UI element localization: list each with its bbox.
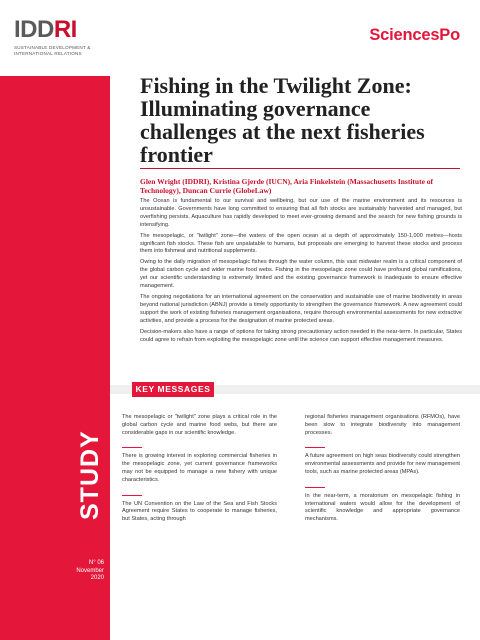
sidebar-red-bar [0, 76, 110, 640]
page-title: Fishing in the Twilight Zone: Illuminating governance challenges at the next fisheries frontier [140, 73, 425, 167]
key-message [305, 447, 460, 476]
issue-month: November [76, 567, 104, 574]
key-message-text: regional fisheries management organisations (RFMOs), have been slow to integrate biodiversity into management processes. [305, 414, 460, 436]
key-message-text: In the near-term, a moratorium on mesopelagic fishing in international waters would allow for the development of scientific knowledge and appropriate governance mechanisms. [305, 492, 460, 523]
key-message-text: There is growing interest in exploring commercial fisheries in the mesopelagic zone, yet current governance frameworks may not be equipped to manage a new fishery with unique characteristics. [122, 453, 277, 483]
message-divider [305, 487, 325, 488]
abstract-paragraph: The mesopelagic, or "twilight" zone—the waters of the open ocean at a depth of approximately 150-1,000 metres—hosts significant fish stocks. These fish are unpalatable to humans, but proposals are emerging to harvest these stocks and process them into fishmeal and nutritional supplements. [140, 232, 462, 255]
key-message [305, 487, 460, 524]
study-label: STUDY [76, 430, 104, 520]
abstract-paragraph: Decision-makers also have a range of options for taking strong precautionary action needed in the near-term. In particular, States could agree to refrain from exploiting the mesopelagic zone until the science can support effective management measures. [140, 328, 462, 343]
logo-main-text: IDD [14, 16, 54, 43]
iddri-logo [14, 18, 77, 42]
authors: Glen Wright (IDDRI), Kristina Gjerde (IUCN), Aria Finkelstein (Massachusetts Institute of Technology), Duncan Currie (GlobeLaw) [140, 177, 434, 195]
abstract [140, 198, 462, 347]
key-message [305, 414, 460, 437]
issue-info [54, 560, 104, 583]
key-message-text: A future agreement on high seas biodiversity could strengthen environmental assessments and provide for new management tools, such as marine protected areas (MPAs). [305, 453, 460, 475]
key-message-text: The UN Convention on the Law of the Sea and Fish Stocks Agreement require States to cooperate to manage fisheries, but States, acting through [122, 500, 277, 523]
message-divider [305, 447, 325, 448]
title-divider [140, 168, 460, 169]
logo-sub-line2: INTERNATIONAL RELATIONS [14, 51, 82, 56]
message-divider [122, 447, 142, 448]
issue-number: N° 06 [88, 560, 104, 566]
key-messages-left-column [122, 414, 277, 534]
logo-subtitle [14, 45, 106, 57]
key-message [122, 447, 277, 484]
logo-area [0, 0, 110, 76]
logo-sub-line1: SUSTAINABLE DEVELOPMENT & [14, 45, 91, 50]
abstract-paragraph: The ongoing negotiations for an international agreement on the conservation and sustainable use of marine biodiversity in areas beyond national jurisdiction (ABNJ) provide a timely opportunity to strengthen the governance framework. A new agreement could support the work of existing fisheries management organisations, require thorough environmental assessments for new extractive activities, and provide a process for the designation of marine protected areas. [140, 293, 462, 324]
logo-accent-text: RI [53, 16, 77, 43]
key-message [122, 414, 277, 437]
abstract-paragraph: Owing to the daily migration of mesopelagic fishes through the water column, this vast midwater realm is a critical component of the global carbon cycle and wider marine food webs. Fishing in the mesopelagic zone could have profound global ramifications, yet our scientific understanding is extremely limited and the existing governance framework is inadequate to ensure effective management. [140, 259, 462, 290]
message-divider [122, 495, 142, 496]
key-messages-right-column [305, 414, 460, 534]
sciencespo-logo: SciencesPo [369, 26, 460, 44]
key-messages-heading: KEY MESSAGES [132, 382, 214, 397]
abstract-paragraph: The Ocean is fundamental to our survival and wellbeing, but our use of the marine environment and its resources is unsustainable. Governments have long committed to ensuring that all fish stocks are sustainably harvested and managed, but overfishing persists. Aquaculture has rapidly developed to meet ever-growing demand and the search for new fishing grounds is intensifying. [140, 198, 462, 228]
issue-year: 2020 [90, 575, 104, 581]
key-message [122, 495, 277, 524]
key-message-text: The mesopelagic or "twilight" zone plays a critical role in the global carbon cycle and marine food webs, but there are considerable gaps in our scientific knowledge. [122, 414, 277, 436]
